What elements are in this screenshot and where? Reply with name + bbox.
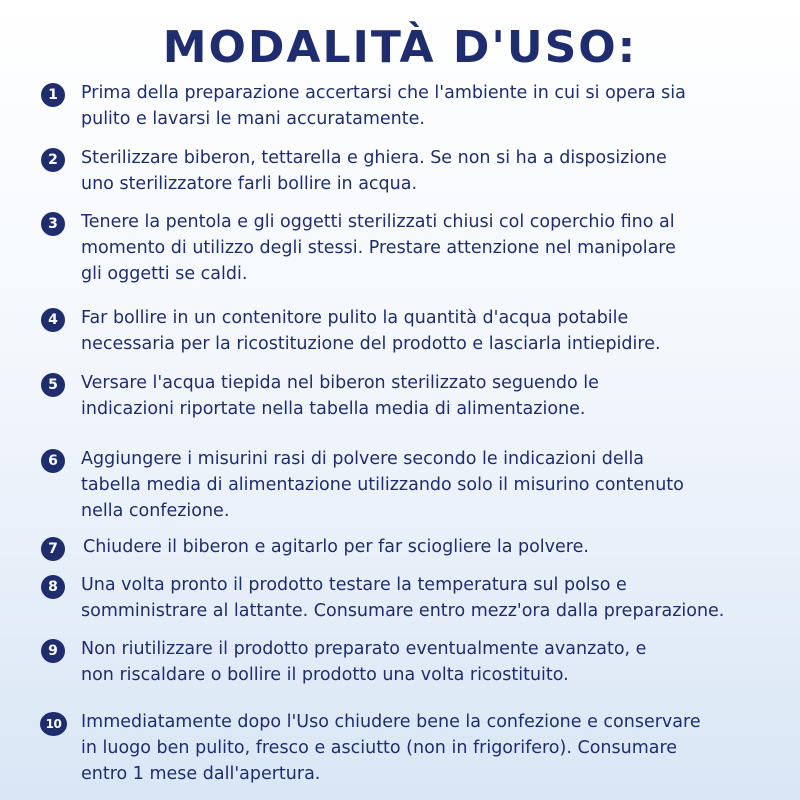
step-number-badge: 5 — [41, 373, 65, 397]
step-text: Prima della preparazione accertarsi che l'ambiente in cui si opera sia pulito e lavarsi le mani accuratamente. — [81, 83, 686, 129]
step-text: Una volta pronto il prodotto testare la temperatura sul polso e somministrare al lattante. Consumare entro mezz'ora dalla preparazione. — [81, 575, 725, 621]
step-text: Tenere la pentola e gli oggetti sterilizzati chiusi col coperchio fino al momento di utilizzo degli stessi. Prestare attenzione nel manipolare gli oggetti se caldi. — [81, 212, 676, 284]
step-text: Chiudere il biberon e agitarlo per far sciogliere la polvere. — [83, 537, 589, 557]
page-title: MODALITÀ D'USO: — [162, 22, 638, 73]
step-text: Non riutilizzare il prodotto preparato eventualmente avanzato, e non riscaldare o bollire il prodotto una volta ricostituito. — [81, 639, 647, 685]
step-text: Aggiungere i misurini rasi di polvere secondo le indicazioni della tabella media di alimentazione utilizzando solo il misurino contenuto nella confezione. — [81, 449, 684, 521]
step-text: Far bollire in un contenitore pulito la quantità d'acqua potabile necessaria per la ricostituzione del prodotto e lasciarla intiepidire. — [81, 308, 661, 354]
step-number-badge: 4 — [41, 308, 65, 332]
step-number-badge: 6 — [41, 449, 65, 473]
step-text: Immediatamente dopo l'Uso chiudere bene la confezione e conservare in luogo ben pulito, fresco e asciutto (non in frigorifero). Consumare entro 1 mese dall'apertura. — [81, 712, 701, 784]
step-text: Sterilizzare biberon, tettarella e ghiera. Se non si ha a disposizione uno sterilizzatore farli bollire in acqua. — [81, 148, 667, 194]
step-number-badge: 3 — [41, 212, 65, 236]
step-number-badge: 8 — [41, 575, 65, 599]
step-number-badge: 7 — [41, 537, 65, 561]
step-number-badge: 2 — [41, 148, 65, 172]
step-number-badge: 9 — [41, 639, 65, 663]
step-text: Versare l'acqua tiepida nel biberon sterilizzato seguendo le indicazioni riportate nella tabella media di alimentazione. — [81, 373, 599, 419]
step-number-badge: 1 — [41, 83, 65, 107]
step-number-badge: 10 — [40, 712, 67, 736]
